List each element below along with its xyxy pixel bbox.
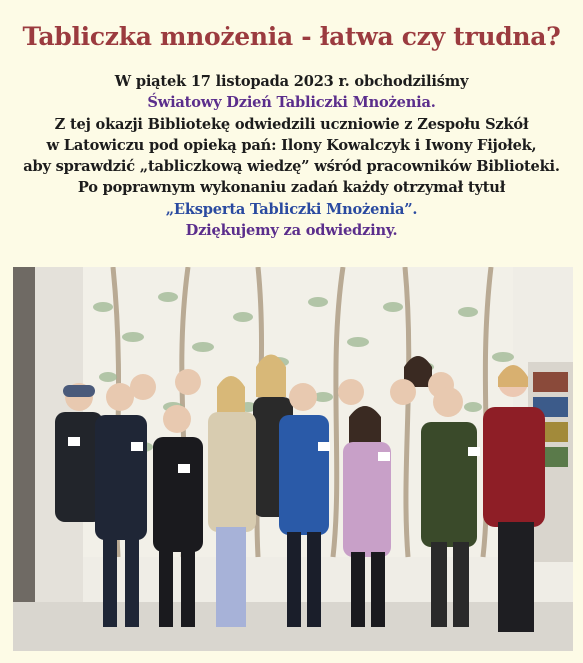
text-line-title-award: „Eksperta Tabliczki Mnożenia”. [165, 200, 418, 218]
text-line-4: w Latowiczu pod opieką pań: Ilony Kowalczyk i Iwony Fijołek, [46, 136, 537, 154]
text-line-6: Po poprawnym wykonaniu zadań każdy otrzymał tytuł [77, 179, 506, 197]
text-line-1: W piątek 17 listopada 2023 r. obchodziliśmy [114, 73, 469, 90]
text-line-thanks: Dziękujemy za odwiedziny. [185, 222, 398, 240]
group-photo-illustration [13, 267, 573, 651]
group-photo [13, 267, 573, 651]
announcement-text [0, 71, 583, 241]
text-line-3: Z tej okazji Bibliotekę odwiedzili uczniowie z Zespołu Szkół [54, 115, 529, 133]
text-line-5: aby sprawdzić „tabliczkową wiedzę” wśród pracowników Biblioteki. [23, 158, 560, 176]
text-line-event-name: Światowy Dzień Tabliczki Mnożenia. [147, 94, 436, 112]
page-title: Tabliczka mnożenia - łatwa czy trudna? [22, 22, 561, 51]
